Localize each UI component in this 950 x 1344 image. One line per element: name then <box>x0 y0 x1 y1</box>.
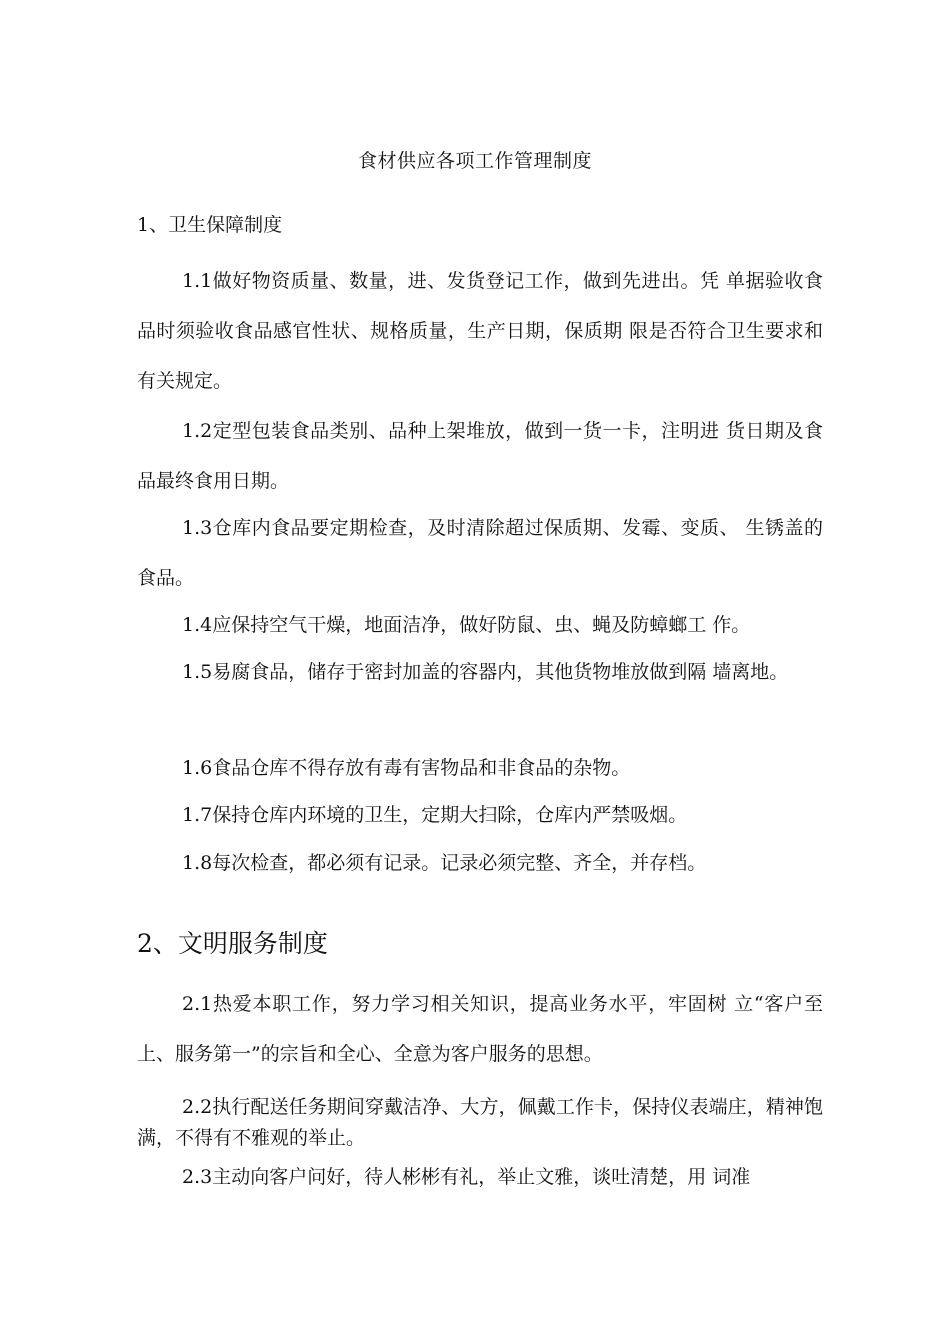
paragraph-2-2: 2.2执行配送任务期间穿戴洁净、大方，佩戴工作卡，保持仪表端庄，精神饱满，不得有不雅观的举止。 <box>137 1096 823 1149</box>
paragraph-1-7: 1.7保持仓库内环境的卫生，定期大扫除，仓库内严禁吸烟。 <box>182 804 688 826</box>
paragraph-1-1: 1.1做好物资质量、数量，进、发货登记工作，做到先进出。凭 单据验收食品时须验收食品感官性状、规格质量，生产日期，保质期 限是否符合卫生要求和有关规定。 <box>137 270 823 392</box>
section-heading-hygiene: 1、卫生保障制度 <box>137 214 283 236</box>
paragraph-1-2: 1.2定型包装食品类别、品种上架堆放，做到一货一卡，注明进 货日期及食品最终食用日期。 <box>137 420 823 492</box>
document-title: 食材供应各项工作管理制度 <box>357 150 592 172</box>
paragraph-1-6: 1.6食品仓库不得存放有毒有害物品和非食品的杂物。 <box>182 757 631 779</box>
paragraph-1-8: 1.8每次检查，都必须有记录。记录必须完整、齐全，并存档。 <box>182 852 707 874</box>
paragraph-2-3: 2.3主动向客户问好，待人彬彬有礼，举止文雅，谈吐清楚，用 词准 <box>182 1166 751 1188</box>
paragraph-1-4: 1.4应保持空气干燥，地面洁净，做好防鼠、虫、蝇及防蟑螂工 作。 <box>182 614 751 636</box>
paragraph-1-3: 1.3仓库内食品要定期检查，及时清除超过保质期、发霉、变质、 生锈盖的食品。 <box>137 517 823 589</box>
paragraph-1-5: 1.5易腐食品，储存于密封加盖的容器内，其他货物堆放做到隔 墙离地。 <box>182 661 789 683</box>
paragraph-2-1: 2.1热爱本职工作，努力学习相关知识，提高业务水平，牢固树 立“客户至上、服务第一”的宗旨和全心、全意为客户服务的思想。 <box>137 993 823 1065</box>
section-heading-service: 2、文明服务制度 <box>137 929 328 958</box>
